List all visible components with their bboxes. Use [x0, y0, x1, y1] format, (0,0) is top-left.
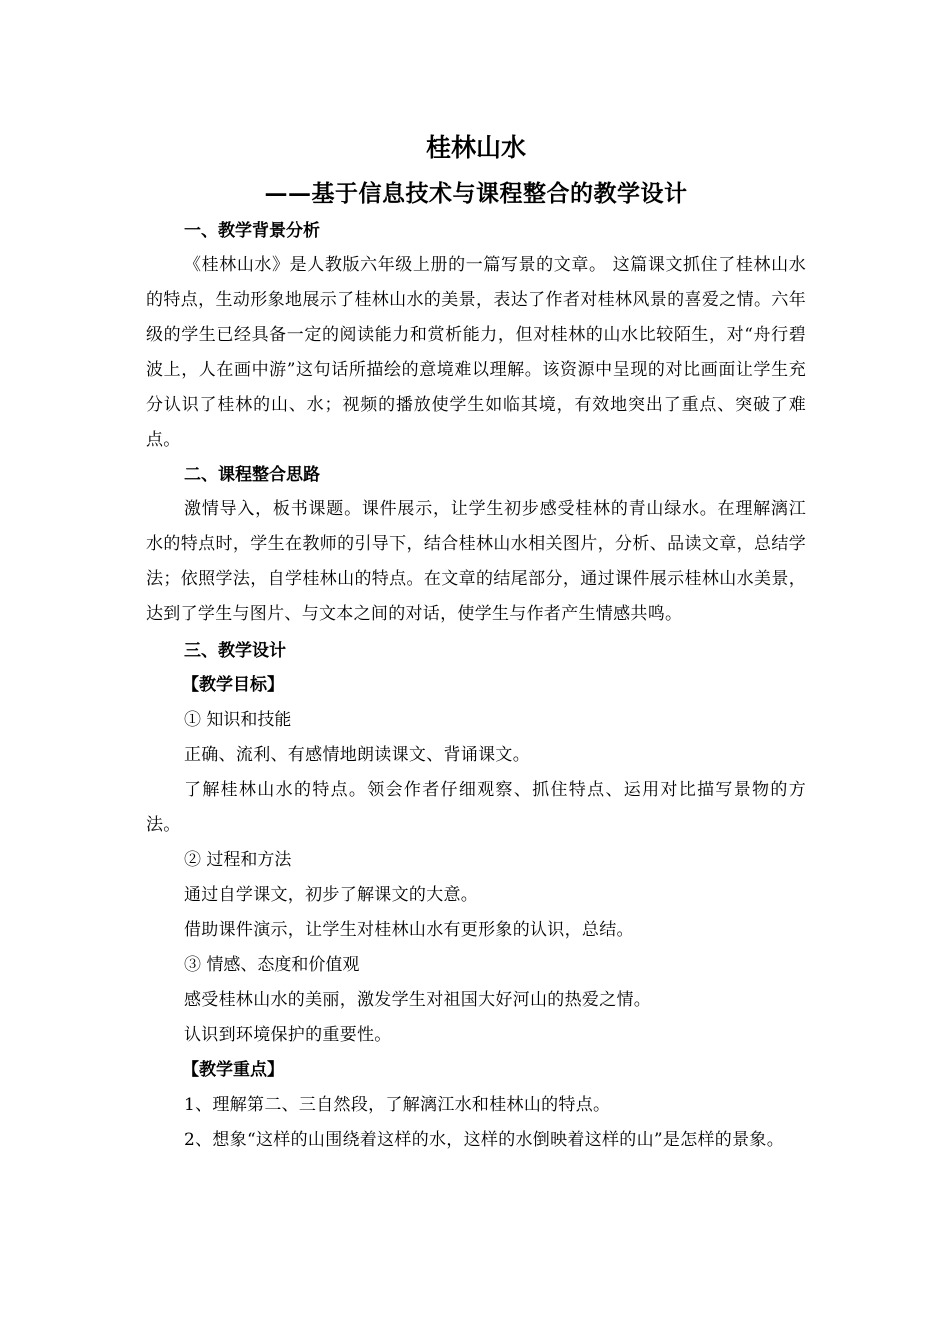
goal-emotion-heading: ③ 情感、态度和价值观 [184, 955, 360, 975]
goal-process-line-1: 通过自学课文，初步了解课文的大意。 [184, 885, 479, 905]
section-heading-design: 三、教学设计 [184, 641, 286, 661]
goal-knowledge-line-1: 正确、流利、有感情地朗读课文、背诵课文。 [184, 745, 530, 765]
goal-process-line-2: 借助课件演示，让学生对桂林山水有更形象的认识，总结。 [184, 920, 634, 940]
goals-heading: 【教学目标】 [182, 675, 284, 695]
section-heading-integration: 二、课程整合思路 [184, 465, 320, 485]
key-point-2: 2、想象“这样的山围绕着这样的水，这样的水倒映着这样的山”是怎样的景象。 [184, 1130, 784, 1150]
goal-knowledge-line-2: 了解桂林山水的特点。领会作者仔细观察、抓住特点、运用对比描写景物的方法。 [146, 780, 806, 835]
document-title: 桂林山水 [425, 133, 526, 162]
key-points-heading: 【教学重点】 [182, 1060, 284, 1080]
key-point-1: 1、理解第二、三自然段，了解漓江水和桂林山的特点。 [184, 1095, 611, 1115]
goal-knowledge-heading: ① 知识和技能 [184, 710, 292, 730]
section-heading-background: 一、教学背景分析 [184, 221, 320, 241]
document-subtitle: ——基于信息技术与课程整合的教学设计 [264, 180, 688, 207]
goal-emotion-line-2: 认识到环境保护的重要性。 [184, 1025, 392, 1045]
goal-emotion-line-1: 感受桂林山水的美丽，激发学生对祖国大好河山的热爱之情。 [184, 990, 652, 1010]
paragraph-background: 《桂林山水》是人教版六年级上册的一篇写景的文章。 这篇课文抓住了桂林山水的特点，生动形象地展示了桂林山水的美景，表达了作者对桂林风景的喜爱之情。六年级的学生已经具备一定的阅读能力和赏析能力，但对桂林的山水比较陌生，对“舟行碧波上，人在画中游”这句话所描绘的意境难以理解。该资源中呈现的对比画面让学生充分认识了桂林的山、水；视频的播放使学生如临其境，有效地突出了重点、突破了难点。 [146, 255, 806, 450]
paragraph-integration: 激情导入，板书课题。课件展示，让学生初步感受桂林的青山绿水。在理解漓江水的特点时，学生在教师的引导下，结合桂林山水相关图片，分析、品读文章，总结学法；依照学法，自学桂林山的特点。在文章的结尾部分，通过课件展示桂林山水美景，达到了学生与图片、与文本之间的对话，使学生与作者产生情感共鸣。 [146, 499, 806, 624]
goal-process-heading: ② 过程和方法 [184, 850, 292, 870]
